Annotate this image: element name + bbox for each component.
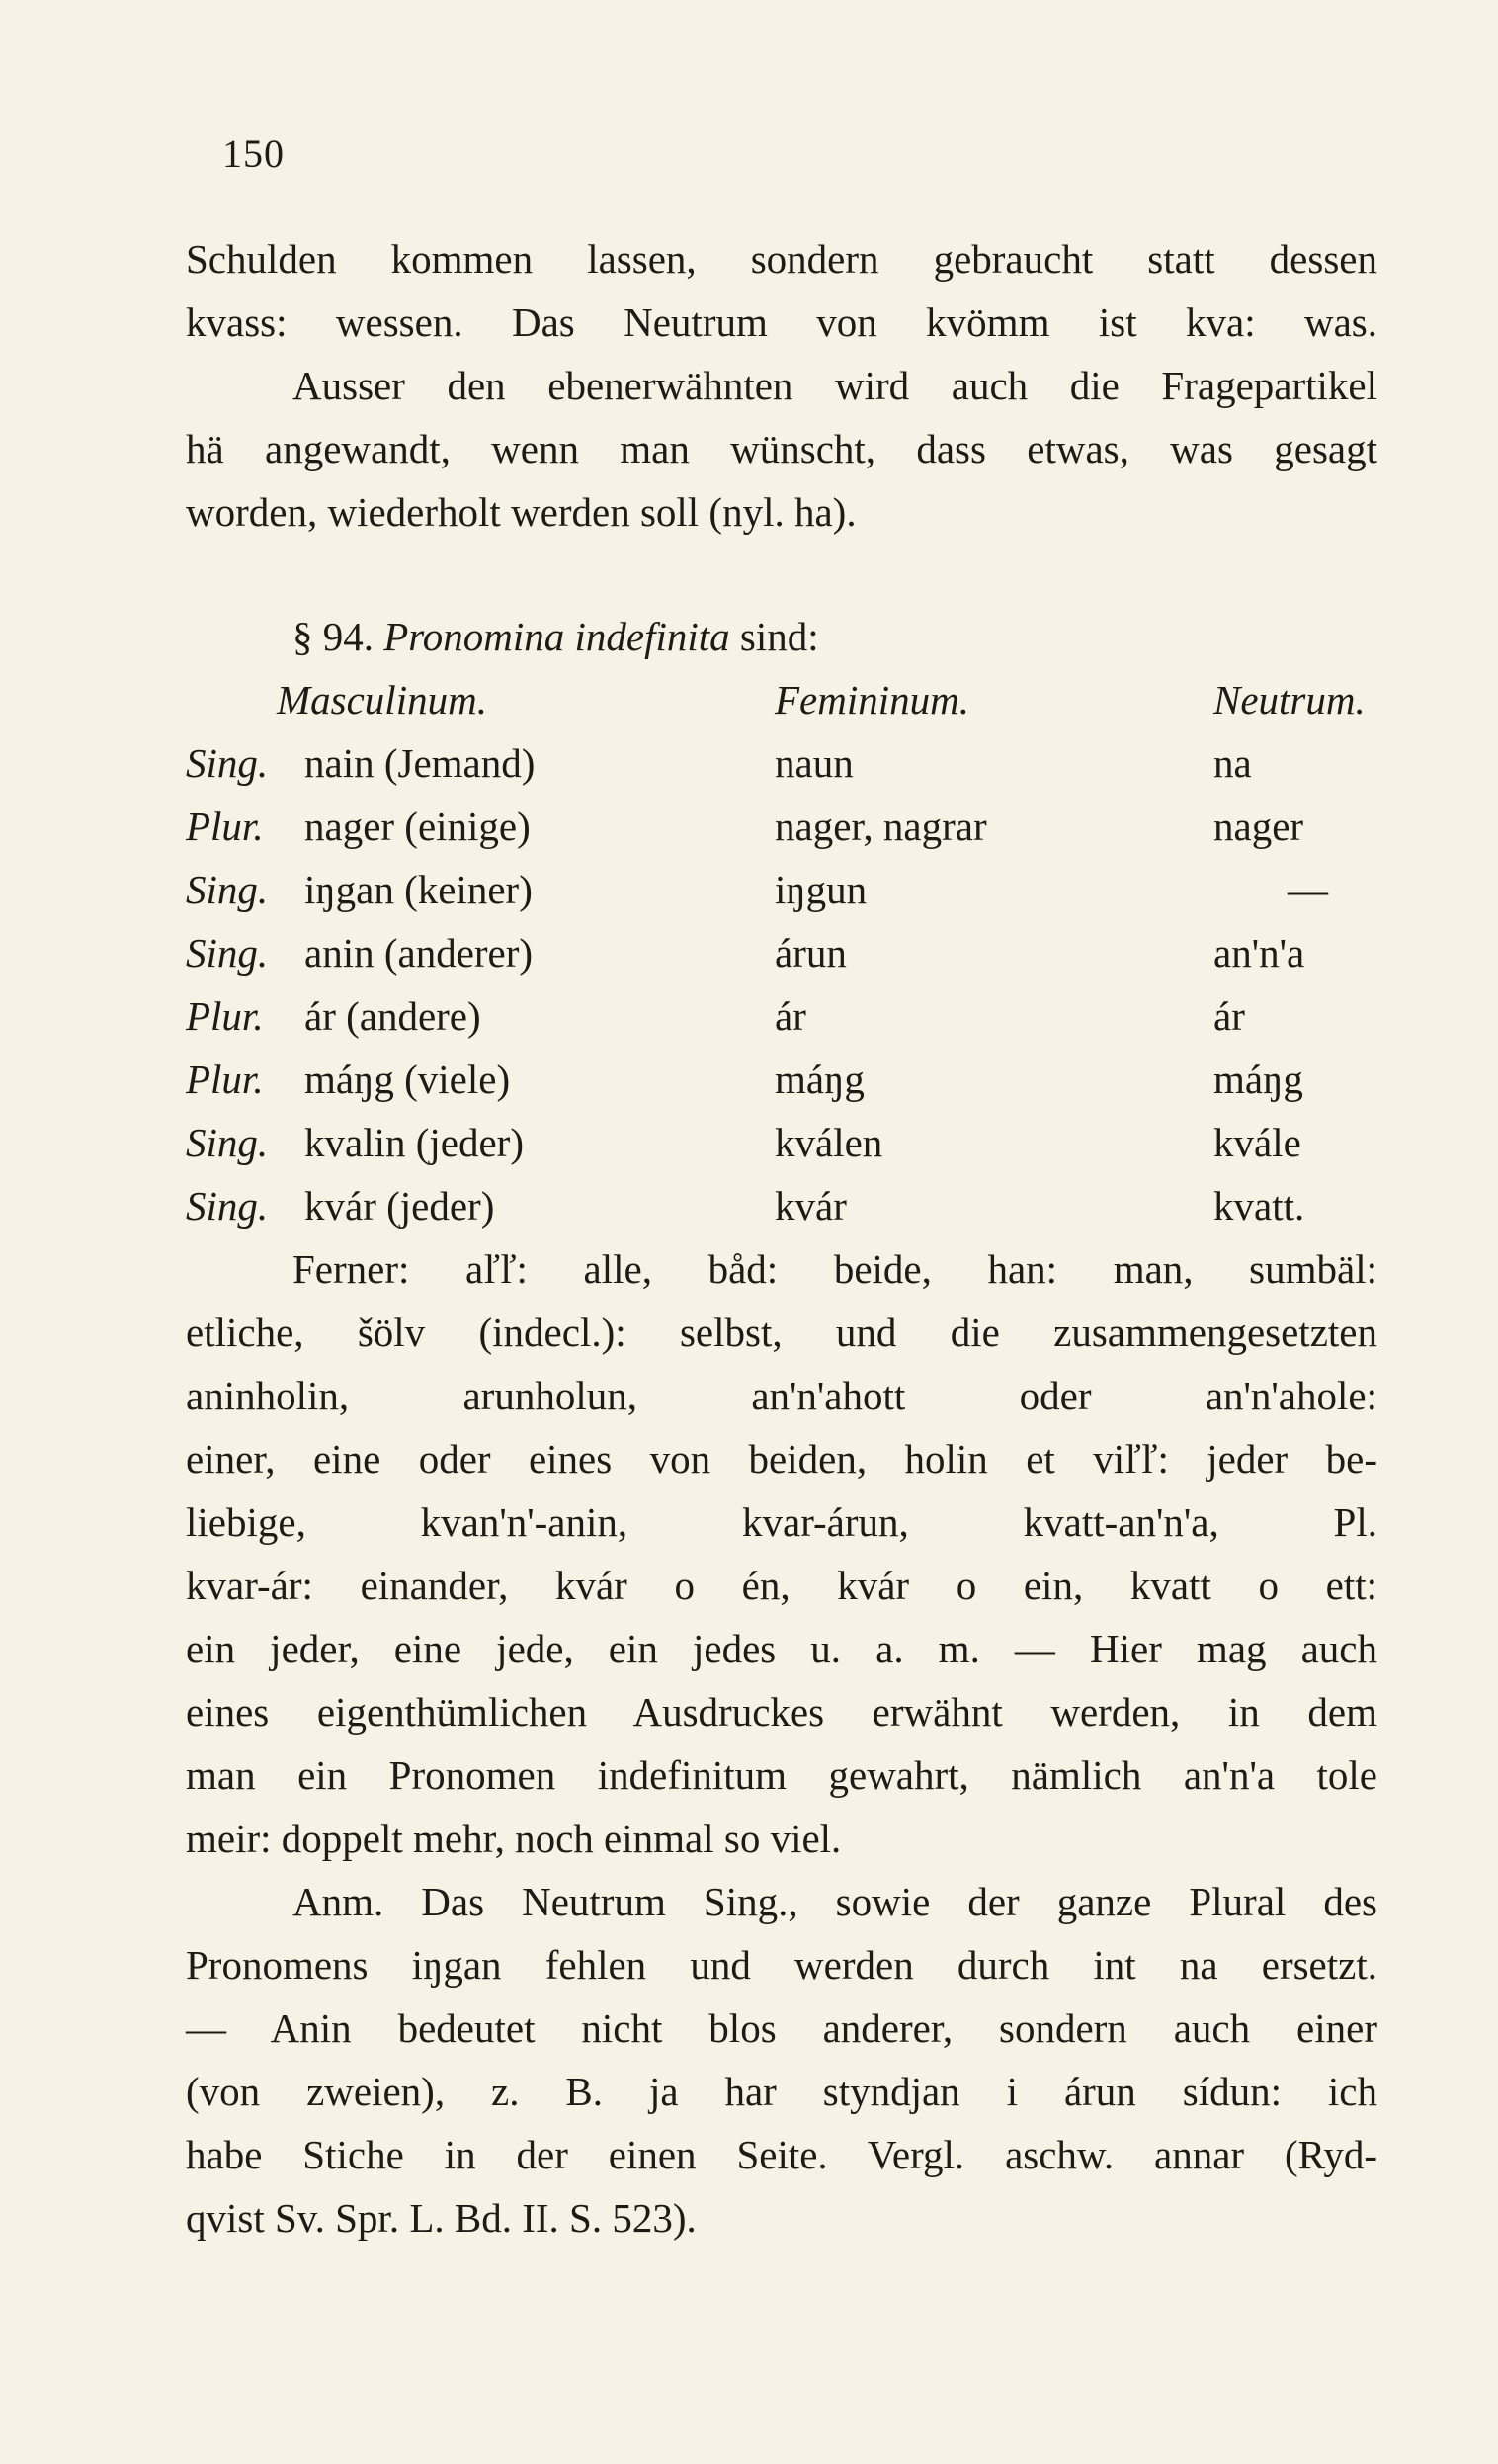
header-neutrum: Neutrum.: [1213, 677, 1366, 722]
row-label: Sing.: [186, 740, 269, 786]
text-line: man ein Pronomen indefinitum gewahrt, nämlich an'n'a tole: [186, 1752, 1377, 1798]
cell-femininum: naun: [775, 740, 854, 786]
text-line: liebige, kvan'n'-anin, kvar-árun, kvatt-an'n'a, Pl.: [186, 1499, 1377, 1545]
header-masculinum: Masculinum.: [277, 677, 487, 722]
row-label: Plur.: [186, 1057, 264, 1102]
cell-neutrum: ár: [1213, 993, 1245, 1039]
table-row: [186, 1048, 1381, 1111]
header-femininum: Femininum.: [775, 677, 969, 722]
page-number: 150: [222, 131, 285, 176]
cell-femininum: máŋg: [775, 1057, 865, 1102]
row-label: Sing.: [186, 867, 269, 912]
annotation-line: — Anin bedeutet nicht blos anderer, sondern auch einer: [186, 2005, 1377, 2051]
section-suffix: sind:: [739, 614, 819, 659]
section-heading-line: [186, 605, 1377, 668]
text-line: meir: doppelt mehr, noch einmal so viel.: [186, 1816, 842, 1861]
cell-masculinum: iŋgan (keiner): [304, 867, 533, 912]
cell-neutrum: máŋg: [1213, 1057, 1303, 1102]
cell-masculinum: kvár (jeder): [304, 1183, 495, 1229]
text-line: ein jeder, eine jede, ein jedes u. a. m. — Hier mag auch: [186, 1626, 1377, 1671]
annotation-line: habe Stiche in der einen Seite. Vergl. aschw. annar (Ryd-: [186, 2132, 1377, 2177]
annotation-line: Anm. Das Neutrum Sing., sowie der ganze Plural des: [292, 1879, 1377, 1924]
text-line: aninholin, arunholun, an'n'ahott oder an'n'ahole:: [186, 1373, 1377, 1418]
text-line: kvar-ár: einander, kvár o én, kvár o ein, kvatt o ett:: [186, 1563, 1377, 1608]
cell-femininum: iŋgun: [775, 867, 868, 912]
text-line: etliche, šölv (indecl.): selbst, und die zusammengesetzten: [186, 1310, 1377, 1355]
cell-neutrum: an'n'a: [1213, 930, 1305, 976]
table-row: [186, 921, 1381, 984]
text-line: worden, wiederholt werden soll (nyl. ha).: [186, 489, 857, 535]
cell-neutrum: kvále: [1213, 1120, 1301, 1165]
cell-femininum: nager, nagrar: [775, 804, 987, 849]
intro-paragraph: [186, 227, 1377, 544]
cell-masculinum: ár (andere): [304, 993, 481, 1039]
row-label: Sing.: [186, 1183, 269, 1229]
table-row: [186, 1174, 1381, 1237]
cell-masculinum: kvalin (jeder): [304, 1120, 524, 1165]
row-label: Sing.: [186, 930, 269, 976]
row-label: Plur.: [186, 804, 264, 849]
text-line: eines eigenthümlichen Ausdruckes erwähnt werden, in dem: [186, 1689, 1377, 1735]
annotation-line: qvist Sv. Spr. L. Bd. II. S. 523).: [186, 2195, 697, 2241]
cell-masculinum: anin (anderer): [304, 930, 534, 976]
annotation-line: (von zweien), z. B. ja har styndjan i árun sídun: ich: [186, 2069, 1377, 2114]
table-row: [186, 984, 1381, 1048]
text-line: Schulden kommen lassen, sondern gebraucht statt dessen: [186, 236, 1377, 282]
table-row: [186, 795, 1381, 858]
cell-masculinum: máŋg (viele): [304, 1057, 511, 1102]
body-text: [186, 1237, 1377, 2250]
section-heading: [186, 605, 1377, 668]
table-row: [186, 858, 1381, 921]
cell-neutrum: na: [1213, 740, 1252, 786]
cell-masculinum: nager (einige): [304, 804, 531, 849]
text-line: Ausser den ebenerwähnten wird auch die Fragepartikel: [292, 363, 1377, 408]
table-header-row: [186, 668, 1381, 731]
cell-femininum: kválen: [775, 1120, 883, 1165]
cell-femininum: árun: [775, 930, 847, 976]
text-line: hä angewandt, wenn man wünscht, dass etwas, was gesagt: [186, 426, 1377, 471]
cell-femininum: kvár: [775, 1183, 847, 1229]
annotation-line: Pronomens iŋgan fehlen und werden durch int na ersetzt.: [186, 1942, 1377, 1988]
row-label: Plur.: [186, 993, 264, 1039]
cell-neutrum: kvatt.: [1213, 1183, 1305, 1229]
text-line: einer, eine oder eines von beiden, holin et viľľ: jeder be-: [186, 1436, 1377, 1482]
table-row: [186, 1111, 1381, 1174]
row-label: Sing.: [186, 1120, 269, 1165]
section-title: Pronomina indefinita: [383, 614, 730, 659]
cell-femininum: ár: [775, 993, 806, 1039]
text-line: kvass: wessen. Das Neutrum von kvömm ist kva: was.: [186, 299, 1377, 345]
table-row: [186, 731, 1381, 795]
cell-neutrum: —: [1288, 867, 1328, 912]
text-line: Ferner: aľľ: alle, båd: beide, han: man, sumbäl:: [292, 1246, 1377, 1292]
pronoun-table: [186, 668, 1381, 1237]
section-mark: § 94.: [292, 614, 374, 659]
cell-neutrum: nager: [1213, 804, 1304, 849]
cell-masculinum: nain (Jemand): [304, 740, 536, 786]
